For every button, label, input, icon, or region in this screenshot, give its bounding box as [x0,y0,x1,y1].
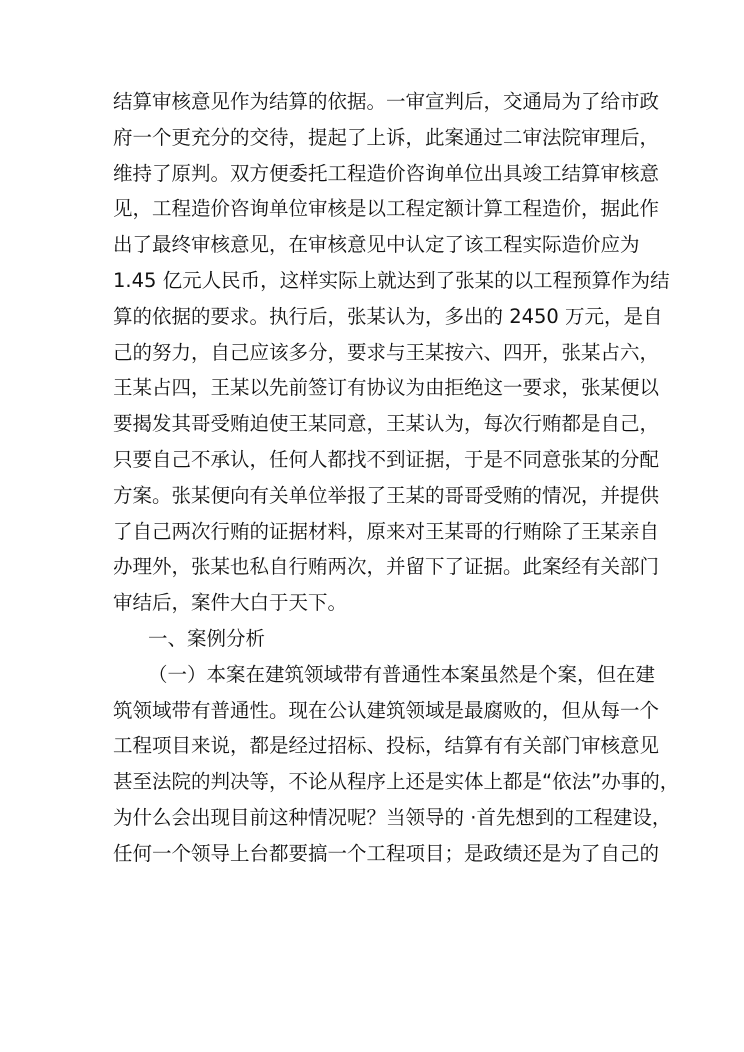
body-line: 筑领域带有普通性。现在公认建筑领域是最腐败的，但从每一个 [113,698,660,722]
body-line: （一）本案在建筑领域带有普通性本案虽然是个案，但在建 [148,662,656,686]
body-line: 办理外，张某也私自行贿两次，并留下了证据。此案经有关部门 [113,555,660,579]
body-line: 结算审核意见作为结算的依据。一审宣判后，交通局为了给市政 [113,90,660,113]
body-line: 府一个更充分的交待，提起了上诉，此案通过二审法院审理后， [113,125,660,149]
body-line: 算的依据的要求。执行后，张某认为，多出的 2450 万元，是自 [113,304,663,328]
body-line: 出了最终审核意见，在审核意见中认定了该工程实际造价应为 [113,233,640,257]
body-line: 要揭发其哥受贿迫使王某同意，王某认为，每次行贿都是自己， [113,412,660,436]
body-line: 了自己两次行贿的证据材料，原来对王某哥的行贿除了王某亲自 [113,519,660,543]
body-line: 审结后，案件大白于天下。 [113,591,348,615]
body-line: 维持了原判。双方便委托工程造价咨询单位出具竣工结算审核意 [113,161,660,185]
body-line: 己的努力，自己应该多分，要求与王某按六、四开，张某占六， [113,340,660,364]
body-line: 为什么会出现目前这种情况呢？当领导的 ·首先想到的工程建设， [113,805,672,829]
body-line: 见，工程造价咨询单位审核是以工程定额计算工程造价，据此作 [113,197,660,221]
body-line: 工程项目来说，都是经过招标、投标，结算有有关部门审核意见 [113,734,660,758]
body-line: 1.45 亿元人民币，这样实际上就达到了张某的以工程预算作为结 [113,268,670,292]
body-line: 甚至法院的判决等，不论从程序上还是实体上都是“依法”办事的， [113,770,680,794]
body-line: 只要自己不承认，任何人都找不到证据，于是不同意张某的分配 [113,447,660,471]
section-heading: 一、案例分析 [148,626,266,650]
body-line: 方案。张某便向有关单位举报了王某的哥哥受贿的情况，并提供 [113,483,660,507]
document-body [113,84,680,872]
body-line: 王某占四，王某以先前签订有协议为由拒绝这一要求，张某便以 [113,376,660,400]
body-line: 任何一个领导上台都要搞一个工程项目；是政绩还是为了自己的 [113,841,660,865]
